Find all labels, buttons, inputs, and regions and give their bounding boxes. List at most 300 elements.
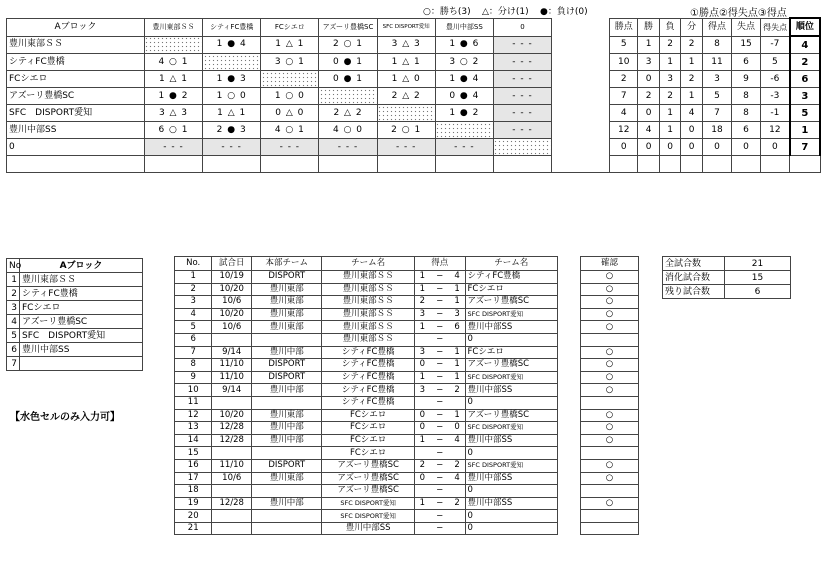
spacer-cell	[552, 54, 610, 71]
stat-cell: 8	[732, 88, 761, 105]
team-list-name: FCシエロ	[20, 301, 143, 315]
match-no: 9	[175, 371, 212, 384]
team-list-name: 豊川中部SS	[20, 343, 143, 357]
result-cell: 1 ○ 0	[261, 88, 319, 105]
stat-cell: 10	[610, 54, 638, 71]
match-date: 10/20	[212, 283, 252, 296]
away-score	[450, 510, 465, 523]
summary-value: 6	[725, 285, 791, 299]
stat-cell: 8	[702, 36, 731, 54]
confirm-row	[581, 522, 639, 535]
confirm-cell	[581, 333, 639, 346]
match-header-row	[175, 257, 558, 271]
stat-cell: 3	[702, 71, 731, 88]
match-home: 豊川中部SS	[322, 522, 414, 535]
team-name: シティFC豊橋	[7, 54, 145, 71]
match-no: 10	[175, 384, 212, 397]
home-score: 1	[414, 371, 429, 384]
match-away: SFC DISPORT愛知	[465, 422, 557, 435]
blank-cell	[681, 156, 703, 173]
team-name: FCシエロ	[7, 71, 145, 88]
match-date: 10/6	[212, 296, 252, 309]
away-score: 4	[450, 472, 465, 485]
match-header: 本部チーム	[252, 257, 322, 271]
match-hq: 豊川東部	[252, 321, 322, 334]
match-home: シティFC豊橋	[322, 371, 414, 384]
stat-cell: 9	[732, 71, 761, 88]
match-away: 豊川中部SS	[465, 472, 557, 485]
confirm-cell: ○	[581, 371, 639, 384]
summary-row	[663, 257, 791, 271]
home-score	[414, 522, 429, 535]
stat-cell: -3	[761, 88, 790, 105]
diagonal-cell	[261, 71, 319, 88]
spacer-cell	[552, 88, 610, 105]
stat-cell: -6	[761, 71, 790, 88]
match-header: チーム名	[465, 257, 557, 271]
away-score: 1	[450, 409, 465, 422]
result-cell: 1 ● 3	[203, 71, 261, 88]
confirm-cell	[581, 485, 639, 498]
score-dash: −	[430, 359, 450, 372]
score-dash: −	[430, 447, 450, 460]
match-hq: 豊川東部	[252, 283, 322, 296]
result-cell: 2 ○ 1	[377, 122, 435, 139]
result-cell: 0 ● 4	[435, 88, 493, 105]
match-away: 0	[465, 396, 557, 409]
match-no: 19	[175, 497, 212, 510]
standings-header-row	[7, 18, 821, 36]
away-score: 1	[450, 346, 465, 359]
match-no: 21	[175, 522, 212, 535]
match-home: シティFC豊橋	[322, 396, 414, 409]
stat-cell: 0	[659, 139, 681, 156]
stat-cell: 0	[702, 139, 731, 156]
rank-cell: 6	[790, 71, 820, 88]
match-home: FCシエロ	[322, 447, 414, 460]
match-home: アズーリ豊橋SC	[322, 472, 414, 485]
match-hq: 豊川中部	[252, 497, 322, 510]
score-dash: −	[430, 346, 450, 359]
confirm-cell: ○	[581, 384, 639, 397]
stat-cell: 2	[681, 36, 703, 54]
confirm-cell	[581, 510, 639, 523]
match-home: SFC DISPORT愛知	[322, 497, 414, 510]
stat-cell: 3	[659, 71, 681, 88]
home-score: 1	[414, 321, 429, 334]
team-list-table	[6, 258, 143, 371]
match-away: FCシエロ	[465, 346, 557, 359]
match-date: 11/10	[212, 459, 252, 472]
result-cell: 1 ● 2	[144, 88, 202, 105]
match-hq: DISPORT	[252, 371, 322, 384]
blank-cell	[435, 156, 493, 173]
team-name: 豊川中部SS	[7, 122, 145, 139]
result-cell: 3 ○ 1	[261, 54, 319, 71]
confirm-row	[581, 359, 639, 372]
match-no: 15	[175, 447, 212, 460]
match-date: 10/6	[212, 321, 252, 334]
confirm-cell: ○	[581, 308, 639, 321]
home-score: 3	[414, 384, 429, 397]
blank-cell	[144, 156, 202, 173]
match-row	[175, 409, 558, 422]
match-no: 20	[175, 510, 212, 523]
result-cell: 1 ● 4	[435, 71, 493, 88]
legend-loss: ●：負け(0)	[540, 7, 588, 17]
team-list-row	[7, 273, 143, 287]
team-list-no: 4	[7, 315, 20, 329]
stat-cell: 2	[681, 71, 703, 88]
away-score	[450, 447, 465, 460]
result-cell: 2 △ 2	[319, 105, 377, 122]
result-cell: - - -	[435, 139, 493, 156]
rank-cell: 7	[790, 139, 820, 156]
confirm-cell: ○	[581, 497, 639, 510]
spacer-cell	[552, 156, 610, 173]
blank-cell	[319, 156, 377, 173]
match-no: 12	[175, 409, 212, 422]
team-list-name	[20, 357, 143, 371]
confirm-row	[581, 422, 639, 435]
home-score: 0	[414, 359, 429, 372]
summary-label: 消化試合数	[663, 271, 725, 285]
team-name: 0	[7, 139, 145, 156]
stat-header: 勝点	[610, 18, 638, 36]
diagonal-cell	[493, 139, 551, 156]
score-dash: −	[430, 510, 450, 523]
spacer-cell	[552, 122, 610, 139]
blank-cell	[790, 156, 820, 173]
standings-table	[6, 17, 821, 173]
score-dash: −	[430, 396, 450, 409]
match-hq	[252, 522, 322, 535]
match-home: アズーリ豊橋SC	[322, 485, 414, 498]
match-no: 16	[175, 459, 212, 472]
confirm-row	[581, 296, 639, 309]
score-dash: −	[430, 296, 450, 309]
match-away: 0	[465, 522, 557, 535]
result-cell: - - -	[493, 88, 551, 105]
home-score: 0	[414, 409, 429, 422]
stat-header: 得点	[702, 18, 731, 36]
match-date: 10/6	[212, 472, 252, 485]
confirm-cell: ○	[581, 283, 639, 296]
stat-cell: 4	[681, 105, 703, 122]
result-cell: 4 ○ 0	[319, 122, 377, 139]
stat-cell: 11	[702, 54, 731, 71]
stat-header: 負	[659, 18, 681, 36]
stat-cell: 15	[732, 36, 761, 54]
match-row	[175, 371, 558, 384]
home-score: 2	[414, 296, 429, 309]
match-away: SFC DISPORT愛知	[465, 308, 557, 321]
match-no: 18	[175, 485, 212, 498]
result-cell: 0 △ 0	[261, 105, 319, 122]
result-cell: - - -	[261, 139, 319, 156]
match-row	[175, 333, 558, 346]
match-date: 10/20	[212, 409, 252, 422]
col-header: 豊川東部ＳＳ	[144, 18, 202, 36]
standings-row	[7, 88, 821, 105]
confirm-row	[581, 271, 639, 284]
match-no: 13	[175, 422, 212, 435]
legend-rank-rule: ①勝点②得失点③得点	[690, 8, 787, 19]
stat-cell: 1	[659, 105, 681, 122]
away-score	[450, 396, 465, 409]
stat-cell: 4	[638, 122, 660, 139]
diagonal-cell	[144, 36, 202, 54]
match-no: 3	[175, 296, 212, 309]
summary-table	[662, 256, 791, 299]
col-header: 豊川中部SS	[435, 18, 493, 36]
match-no: 6	[175, 333, 212, 346]
match-hq: 豊川東部	[252, 308, 322, 321]
stat-cell: 8	[732, 105, 761, 122]
team-list-header	[7, 259, 143, 273]
home-score	[414, 485, 429, 498]
result-cell: 1 △ 1	[144, 71, 202, 88]
match-row	[175, 434, 558, 447]
match-date	[212, 510, 252, 523]
confirm-cell: ○	[581, 321, 639, 334]
team-list-no: 6	[7, 343, 20, 357]
match-date	[212, 485, 252, 498]
blank-cell	[638, 156, 660, 173]
match-hq: DISPORT	[252, 459, 322, 472]
confirm-cell: ○	[581, 346, 639, 359]
confirm-cell: ○	[581, 296, 639, 309]
blank-cell	[702, 156, 731, 173]
confirm-cell: ○	[581, 472, 639, 485]
match-home: SFC DISPORT愛知	[322, 510, 414, 523]
team-list-no: 5	[7, 329, 20, 343]
stat-cell: 2	[659, 88, 681, 105]
match-date: 11/10	[212, 359, 252, 372]
home-score: 1	[414, 497, 429, 510]
match-home: シティFC豊橋	[322, 359, 414, 372]
blank-cell	[732, 156, 761, 173]
stat-cell: 1	[681, 88, 703, 105]
score-dash: −	[430, 371, 450, 384]
result-cell: 0 ● 1	[319, 71, 377, 88]
away-score: 4	[450, 271, 465, 284]
match-home: 豊川東部ＳＳ	[322, 296, 414, 309]
team-list-row	[7, 315, 143, 329]
confirm-row	[581, 396, 639, 409]
stat-cell: 2	[638, 88, 660, 105]
confirm-row	[581, 434, 639, 447]
match-row	[175, 359, 558, 372]
spacer-cell	[552, 36, 610, 54]
rank-cell: 1	[790, 122, 820, 139]
result-cell: 1 △ 1	[377, 54, 435, 71]
match-date: 12/28	[212, 422, 252, 435]
summary-value: 15	[725, 271, 791, 285]
match-away: SFC DISPORT愛知	[465, 459, 557, 472]
match-date: 9/14	[212, 346, 252, 359]
result-cell: 3 △ 3	[144, 105, 202, 122]
match-header: No.	[175, 257, 212, 271]
legend-win: ○：勝ち(3)	[423, 7, 471, 17]
result-cell: 1 ● 4	[203, 36, 261, 54]
score-dash: −	[430, 308, 450, 321]
result-cell: 2 ● 3	[203, 122, 261, 139]
home-score: 3	[414, 346, 429, 359]
col-header: FCシエロ	[261, 18, 319, 36]
home-score: 2	[414, 459, 429, 472]
score-dash: −	[430, 321, 450, 334]
match-header: チーム名	[322, 257, 414, 271]
confirm-row	[581, 321, 639, 334]
stat-cell: 0	[638, 105, 660, 122]
col-header: SFC DISPORT愛知	[377, 18, 435, 36]
match-away: アズーリ豊橋SC	[465, 296, 557, 309]
match-row	[175, 346, 558, 359]
match-home: シティFC豊橋	[322, 384, 414, 397]
confirm-cell	[581, 396, 639, 409]
team-list-no-header: No	[7, 259, 20, 273]
match-header: 試合日	[212, 257, 252, 271]
match-row	[175, 308, 558, 321]
match-hq: 豊川東部	[252, 296, 322, 309]
match-home: FCシエロ	[322, 422, 414, 435]
block-title: Aブロック	[7, 18, 145, 36]
match-home: シティFC豊橋	[322, 346, 414, 359]
team-list-no: 3	[7, 301, 20, 315]
match-home: 豊川東部ＳＳ	[322, 321, 414, 334]
spacer-cell	[552, 139, 610, 156]
score-dash: −	[430, 434, 450, 447]
match-date: 12/28	[212, 497, 252, 510]
confirm-row	[581, 346, 639, 359]
confirm-cell	[581, 447, 639, 460]
home-score: 1	[414, 283, 429, 296]
score-dash: −	[430, 522, 450, 535]
confirm-table	[580, 256, 639, 535]
team-list-no: 1	[7, 273, 20, 287]
result-cell: - - -	[493, 36, 551, 54]
match-away: 0	[465, 485, 557, 498]
stat-cell: -7	[761, 36, 790, 54]
away-score: 2	[450, 497, 465, 510]
score-dash: −	[430, 485, 450, 498]
diagonal-cell	[319, 88, 377, 105]
result-cell: - - -	[493, 71, 551, 88]
diagonal-cell	[377, 105, 435, 122]
match-away: アズーリ豊橋SC	[465, 359, 557, 372]
score-dash: −	[430, 333, 450, 346]
match-row	[175, 522, 558, 535]
away-score: 6	[450, 321, 465, 334]
summary-row	[663, 285, 791, 299]
col-header: 0	[493, 18, 551, 36]
match-hq: DISPORT	[252, 359, 322, 372]
blank-cell	[493, 156, 551, 173]
confirm-row	[581, 459, 639, 472]
confirm-cell: ○	[581, 434, 639, 447]
stat-cell: 1	[638, 36, 660, 54]
match-row	[175, 396, 558, 409]
score-dash: −	[430, 497, 450, 510]
match-row	[175, 485, 558, 498]
blank-cell	[203, 156, 261, 173]
match-row	[175, 459, 558, 472]
stat-cell: 5	[761, 54, 790, 71]
match-away: 0	[465, 447, 557, 460]
home-score: 0	[414, 422, 429, 435]
match-date	[212, 447, 252, 460]
match-hq	[252, 333, 322, 346]
match-row	[175, 510, 558, 523]
stat-cell: 7	[702, 105, 731, 122]
match-row	[175, 321, 558, 334]
blank-cell	[377, 156, 435, 173]
result-cell: 1 △ 1	[203, 105, 261, 122]
home-score	[414, 510, 429, 523]
standings-blank-row	[7, 156, 821, 173]
team-list-row	[7, 301, 143, 315]
away-score: 2	[450, 459, 465, 472]
result-cell: - - -	[493, 54, 551, 71]
confirm-row	[581, 447, 639, 460]
stat-header: 勝	[638, 18, 660, 36]
score-dash: −	[430, 271, 450, 284]
match-no: 8	[175, 359, 212, 372]
match-date: 11/10	[212, 371, 252, 384]
team-list-row	[7, 357, 143, 371]
stat-cell: 0	[681, 139, 703, 156]
match-row	[175, 283, 558, 296]
summary-row	[663, 271, 791, 285]
match-hq	[252, 447, 322, 460]
summary-label: 全試合数	[663, 257, 725, 271]
home-score	[414, 447, 429, 460]
match-date: 10/20	[212, 308, 252, 321]
away-score: 2	[450, 384, 465, 397]
match-hq: DISPORT	[252, 271, 322, 284]
confirm-row	[581, 308, 639, 321]
stat-cell: 5	[610, 36, 638, 54]
result-cell: - - -	[319, 139, 377, 156]
score-dash: −	[430, 472, 450, 485]
col-header: アズーリ豊橋SC	[319, 18, 377, 36]
match-hq: 豊川東部	[252, 409, 322, 422]
result-cell: 2 ○ 1	[319, 36, 377, 54]
match-date: 10/19	[212, 271, 252, 284]
team-list-row	[7, 329, 143, 343]
confirm-cell: ○	[581, 422, 639, 435]
stat-cell: 7	[610, 88, 638, 105]
away-score: 1	[450, 359, 465, 372]
away-score	[450, 522, 465, 535]
confirm-row	[581, 333, 639, 346]
stat-cell: 12	[761, 122, 790, 139]
match-no: 2	[175, 283, 212, 296]
match-no: 1	[175, 271, 212, 284]
match-away: 0	[465, 333, 557, 346]
result-cell: 1 △ 1	[261, 36, 319, 54]
match-no: 5	[175, 321, 212, 334]
stat-cell: 1	[659, 122, 681, 139]
score-dash: −	[430, 422, 450, 435]
match-header: 得点	[414, 257, 465, 271]
stat-header-rank: 順位	[790, 18, 820, 36]
stat-cell: 0	[732, 139, 761, 156]
match-home: 豊川東部ＳＳ	[322, 333, 414, 346]
match-row	[175, 296, 558, 309]
stat-cell: -1	[761, 105, 790, 122]
